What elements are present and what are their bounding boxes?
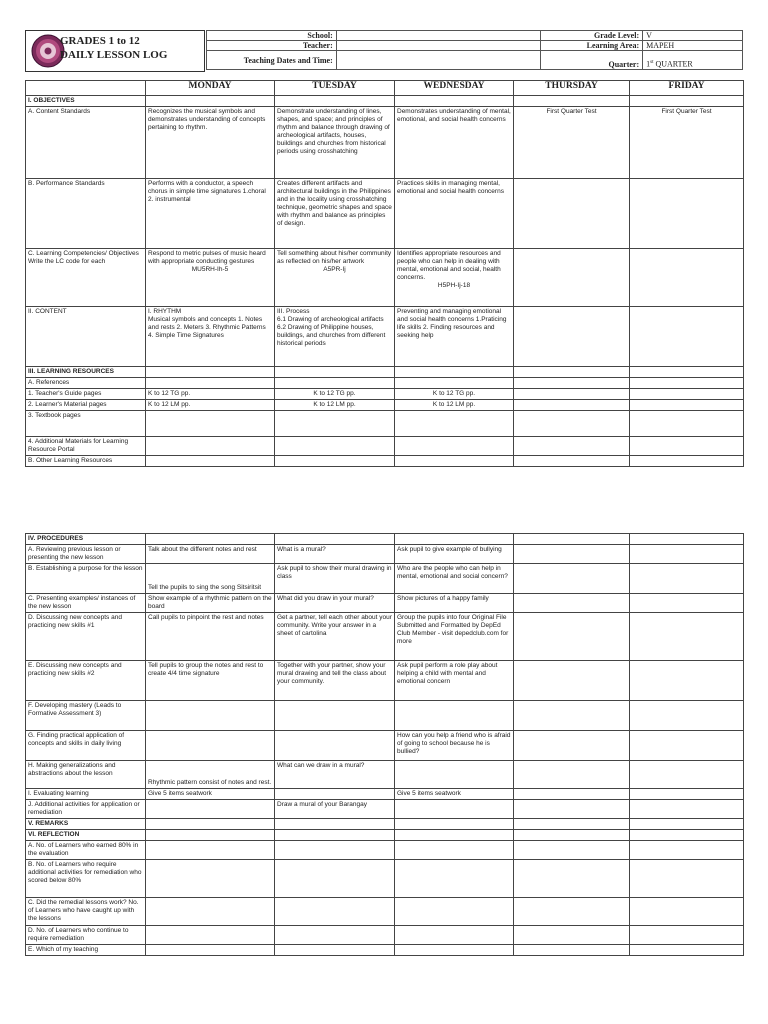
table-row [26,701,744,731]
table-row [26,389,744,400]
procedure-c-label: C. Presenting examples/ instances of the new lesson [26,594,146,613]
cell-tuesday[interactable]: Draw a mural of your Barangay [275,800,395,819]
cell-tuesday[interactable]: Creates different artifacts and architectural buildings in the Philippines and in the locality using crosshatching technique, geometric shapes and space with rhythm and balance as principles of design. [275,179,395,249]
cell-monday[interactable]: K to 12 LM pp. [146,400,275,411]
cell-thursday[interactable] [514,545,630,564]
cell-friday[interactable] [630,731,744,761]
cell-monday[interactable]: Talk about the different notes and rest [146,545,275,564]
table-row [26,761,744,789]
cell-tuesday[interactable]: What can we draw in a mural? [275,761,395,789]
cell-wednesday[interactable] [395,800,514,819]
cell-monday[interactable]: K to 12 TG pp. [146,389,275,400]
table-row [26,945,744,956]
learning-area-field[interactable]: MAPEH [643,41,743,51]
day-friday: FRIDAY [630,81,744,96]
procedure-a-label: A. Reviewing previous lesson or presenting the new lesson [26,545,146,564]
header-title-box [25,30,205,72]
header-title-line1: GRADES 1 to 12 [60,35,140,47]
cell-thursday[interactable] [514,800,630,819]
procedure-i-label: I. Evaluating learning [26,789,146,800]
textbook-pages-label: 3. Textbook pages [26,411,146,437]
header-info-table [206,30,743,70]
learners-material-label: 2. Learner's Material pages [26,400,146,411]
cell-friday[interactable] [630,661,744,701]
learning-area-label: Learning Area: [541,41,643,51]
table-row [26,613,744,661]
table-row [26,841,744,860]
table-row [26,437,744,456]
cell-monday[interactable]: Rhythmic pattern consist of notes and rest. [146,761,275,789]
cell-thursday[interactable]: First Quarter Test [514,107,630,179]
cell-friday[interactable] [630,613,744,661]
additional-materials-label: 4. Additional Materials for Learning Resource Portal [26,437,146,456]
cell-friday[interactable]: First Quarter Test [630,107,744,179]
cell-wednesday[interactable]: Give 5 items seatwork [395,789,514,800]
table-row [26,898,744,926]
content-label: II. CONTENT [26,307,146,367]
reflection-a-label: A. No. of Learners who earned 80% in the evaluation [26,841,146,860]
cell-friday[interactable] [630,701,744,731]
table-row [26,860,744,898]
lesson-log-header [25,30,743,74]
cell-friday[interactable] [630,564,744,594]
reflection-e-label: E. Which of my teaching [26,945,146,956]
cell-tuesday[interactable]: What did you draw in your mural? [275,594,395,613]
cell-wednesday[interactable]: Show pictures of a happy family [395,594,514,613]
table-row [26,789,744,800]
cell-tuesday[interactable]: What is a mural? [275,545,395,564]
content-standards-label: A. Content Standards [26,107,146,179]
lc-code: H5PH-Ij-18 [437,282,471,289]
cell-wednesday[interactable]: How can you help a friend who is afraid of going to school because he is bullied? [395,731,514,761]
school-label: School: [207,31,337,41]
teaching-dates-field[interactable] [336,51,541,70]
cell-thursday[interactable] [514,613,630,661]
day-header-row [26,81,744,96]
header-title-line2: DAILY LESSON LOG [60,49,168,61]
day-thursday: THURSDAY [514,81,630,96]
teaching-dates-label: Teaching Dates and Time: [207,51,337,70]
cell-tuesday[interactable]: K to 12 LM pp. [275,400,395,411]
cell-monday[interactable]: Tell the pupils to sing the song Sitsiritsit [146,564,275,594]
cell-thursday[interactable] [514,789,630,800]
cell-thursday[interactable] [514,307,630,367]
day-monday: MONDAY [146,81,275,96]
cell-tuesday[interactable]: K to 12 TG pp. [275,389,395,400]
table-row [26,800,744,819]
section-objectives: I. OBJECTIVES [26,96,146,107]
school-field[interactable] [336,31,541,41]
cell-wednesday[interactable]: K to 12 LM pp. [395,400,514,411]
cell-thursday[interactable] [514,389,630,400]
reflection-d-label: D. No. of Learners who continue to require remediation [26,926,146,945]
section-reflection: VI. REFLECTION [26,830,146,841]
day-tuesday: TUESDAY [275,81,395,96]
section-procedures: IV. PROCEDURES [26,534,146,545]
cell-thursday[interactable] [514,661,630,701]
procedure-h-label: H. Making generalizations and abstractions about the lesson [26,761,146,789]
cell-monday[interactable] [146,731,275,761]
teacher-field[interactable] [336,41,541,51]
table-row [26,564,744,594]
cell-wednesday[interactable]: K to 12 TG pp. [395,389,514,400]
table-row [26,661,744,701]
cell-thursday[interactable] [514,249,630,307]
teachers-guide-label: 1. Teacher's Guide pages [26,389,146,400]
quarter-label: Quarter: [541,51,643,70]
cell-monday[interactable] [146,701,275,731]
cell-thursday[interactable] [514,179,630,249]
cell-wednesday[interactable]: Identifies appropriate resources and people who can help in dealing with mental, emotional and social, health concerns. H5PH-Ij-18 [395,249,514,307]
cell-friday[interactable] [630,545,744,564]
quarter-field[interactable]: 1st QUARTER [643,51,743,70]
table-row [26,594,744,613]
lc-code: A5PR-Ij [323,266,346,273]
cell-tuesday[interactable]: Demonstrate understanding of lines, shapes, and space; and principles of rhythm and balance through drawing of archeological artifacts, houses, buildings and churches from historical periods using crosshatching [275,107,395,179]
grade-level-field[interactable]: V [643,31,743,41]
cell-wednesday[interactable]: Demonstrates understanding of mental, emotional, and social health concerns [395,107,514,179]
table-row [26,179,744,249]
section-remarks: V. REMARKS [26,819,146,830]
cell-monday[interactable]: Call pupils to pinpoint the rest and notes [146,613,275,661]
cell-tuesday[interactable] [275,731,395,761]
procedure-b-label: B. Establishing a purpose for the lesson [26,564,146,594]
procedure-g-label: G. Finding practical application of concepts and skills in daily living [26,731,146,761]
cell-monday[interactable]: Respond to metric pulses of music heard with appropriate conducting gestures MU5RH-Ih-5 [146,249,275,307]
cell-wednesday[interactable]: Who are the people who can help in mental, emotional and social concern? [395,564,514,594]
cell-monday[interactable]: Performs with a conductor, a speech chorus in simple time signatures 1.choral 2. instrumental [146,179,275,249]
cell-friday[interactable] [630,249,744,307]
cell-friday[interactable] [630,389,744,400]
table-row [26,107,744,179]
procedures-table [25,533,744,956]
corner-cell [26,81,146,96]
table-row [26,411,744,437]
cell-friday[interactable] [630,800,744,819]
table-row [26,456,744,467]
cell-friday[interactable] [630,761,744,789]
cell-wednesday[interactable]: Ask pupil to give example of bullying [395,545,514,564]
cell-monday[interactable]: Show example of a rhythmic pattern on the board [146,594,275,613]
cell-wednesday[interactable]: Practices skills in managing mental, emotional and social health concerns [395,179,514,249]
grade-level-label: Grade Level: [541,31,643,41]
day-wednesday: WEDNESDAY [395,81,514,96]
table-row [26,400,744,411]
reflection-b-label: B. No. of Learners who require additional activities for remediation who scored below 80% [26,860,146,898]
cell-thursday[interactable] [514,564,630,594]
table-row [26,545,744,564]
other-resources-label: B. Other Learning Resources [26,456,146,467]
procedure-d-label: D. Discussing new concepts and practicing new skills #1 [26,613,146,661]
cell-wednesday[interactable] [395,701,514,731]
cell-friday[interactable] [630,400,744,411]
cell-tuesday[interactable] [275,789,395,800]
cell-monday[interactable] [146,800,275,819]
objectives-table [25,80,744,467]
cell-wednesday[interactable]: Ask pupil perform a role play about helping a child with mental and emotional concern [395,661,514,701]
learning-competencies-label: C. Learning Competencies/ Objectives Write the LC code for each [26,249,146,307]
cell-wednesday[interactable] [395,761,514,789]
table-row [26,731,744,761]
procedure-e-label: E. Discussing new concepts and practicing new skills #2 [26,661,146,701]
cell-thursday[interactable] [514,400,630,411]
cell-tuesday[interactable]: Get a partner, tell each other about your community. Write your answer in a sheet of cartolina [275,613,395,661]
cell-friday[interactable] [630,179,744,249]
references-label: A. References [26,378,146,389]
cell-thursday[interactable] [514,731,630,761]
reflection-c-label: C. Did the remedial lessons work? No. of Learners who have caught up with the lessons [26,898,146,926]
cell-thursday[interactable] [514,701,630,731]
cell-monday[interactable]: I. RHYTHM Musical symbols and concepts 1. Notes and rests 2. Meters 3. Rhythmic Patterns 4. Simple Time Signatures [146,307,275,367]
cell-tuesday[interactable]: Tell something about his/her community as reflected on his/her artwork A5PR-Ij [275,249,395,307]
table-row [26,926,744,945]
cell-tuesday[interactable]: Ask pupil to show their mural drawing in class [275,564,395,594]
procedure-f-label: F. Developing mastery (Leads to Formative Assessment 3) [26,701,146,731]
performance-standards-label: B. Performance Standards [26,179,146,249]
cell-tuesday[interactable]: Together with your partner, show your mural drawing and tell the class about your community. [275,661,395,701]
cell-friday[interactable] [630,789,744,800]
section-learning-resources: III. LEARNING RESOURCES [26,367,146,378]
cell-friday[interactable] [630,594,744,613]
cell-monday[interactable]: Give 5 items seatwork [146,789,275,800]
cell-friday[interactable] [630,307,744,367]
cell-tuesday[interactable] [275,701,395,731]
cell-thursday[interactable] [514,594,630,613]
cell-wednesday[interactable]: Preventing and managing emotional and social health concerns 1.Praticing life skills 2. Finding resources and seeking help [395,307,514,367]
lc-code: MU5RH-Ih-5 [191,266,229,273]
teacher-label: Teacher: [207,41,337,51]
table-row [26,307,744,367]
cell-thursday[interactable] [514,761,630,789]
cell-monday[interactable]: Recognizes the musical symbols and demonstrates understanding of concepts pertaining to rhythm. [146,107,275,179]
cell-tuesday[interactable]: III. Process 6.1 Drawing of archeological artifacts 6.2 Drawing of Philippine houses, buildings, and churches from different historical periods [275,307,395,367]
procedure-j-label: J. Additional activities for application or remediation [26,800,146,819]
cell-monday[interactable]: Tell pupils to group the notes and rest to create 4/4 time signature [146,661,275,701]
cell-wednesday[interactable]: Group the pupils into four Original File Submitted and Formatted by DepEd Club Member - visit depedclub.com for more [395,613,514,661]
table-row [26,249,744,307]
